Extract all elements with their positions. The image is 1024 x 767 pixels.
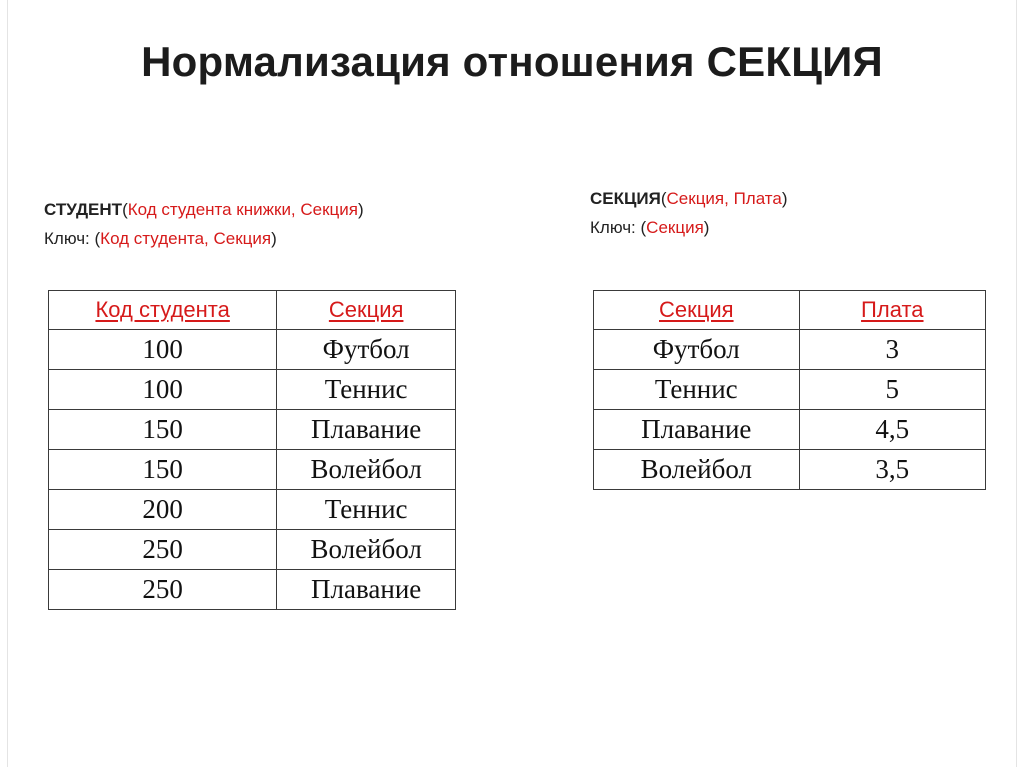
table-row: [49, 330, 456, 370]
student-section-cell: Волейбол: [277, 450, 456, 490]
section-fee-cell: 3: [799, 330, 985, 370]
table-row: [49, 570, 456, 610]
table-row: [594, 450, 986, 490]
section-header-fee: Плата: [799, 291, 985, 330]
student-code-cell: 150: [49, 450, 277, 490]
section-key-close: ): [703, 218, 710, 237]
student-code-cell: 200: [49, 490, 277, 530]
table-row: [49, 410, 456, 450]
student-key-close: ): [271, 229, 277, 248]
section-open-paren: (: [660, 189, 667, 208]
section-name-cell: Футбол: [594, 330, 800, 370]
table-row: [49, 490, 456, 530]
student-key-label: Ключ: (: [44, 229, 101, 248]
section-relation-name: СЕКЦИЯ: [590, 189, 661, 208]
section-fee-cell: 4,5: [799, 410, 985, 450]
section-key-label: Ключ: (: [590, 218, 647, 237]
section-schema: [590, 184, 788, 242]
student-code-cell: 150: [49, 410, 277, 450]
table-row: [594, 330, 986, 370]
slide-right-edge: [1016, 0, 1017, 767]
section-name-cell: Волейбол: [594, 450, 800, 490]
section-key-line: [590, 213, 788, 242]
student-section-cell: Плавание: [277, 410, 456, 450]
student-header-section: Секция: [277, 291, 456, 330]
student-key-line: [44, 224, 364, 253]
table-row: [49, 450, 456, 490]
student-code-cell: 100: [49, 330, 277, 370]
student-schema: [44, 195, 364, 253]
section-table: [593, 290, 986, 490]
student-close-paren: ): [358, 200, 364, 219]
student-schema-line: [44, 195, 364, 224]
student-code-cell: 250: [49, 570, 277, 610]
student-open-paren: (: [122, 200, 128, 219]
section-key-attributes: Секция: [646, 218, 704, 237]
student-section-cell: Волейбол: [277, 530, 456, 570]
student-section-cell: Теннис: [277, 370, 456, 410]
student-table: [48, 290, 456, 610]
slide-left-edge: [7, 0, 8, 767]
student-code-cell: 250: [49, 530, 277, 570]
student-header-code: Код студента: [49, 291, 277, 330]
section-header-section: Секция: [594, 291, 800, 330]
section-fee-cell: 3,5: [799, 450, 985, 490]
table-row: [49, 370, 456, 410]
student-code-cell: 100: [49, 370, 277, 410]
student-section-cell: Плавание: [277, 570, 456, 610]
table-row: [594, 370, 986, 410]
section-fee-cell: 5: [799, 370, 985, 410]
student-attributes: Код студента книжки, Секция: [127, 200, 358, 219]
student-section-cell: Футбол: [277, 330, 456, 370]
section-table-header-row: [594, 291, 986, 330]
page-title: Нормализация отношения СЕКЦИЯ: [141, 38, 883, 85]
section-attributes: Секция, Плата: [666, 189, 782, 208]
section-name-cell: Теннис: [594, 370, 800, 410]
table-row: [49, 530, 456, 570]
student-section-cell: Теннис: [277, 490, 456, 530]
student-key-attributes: Код студента, Секция: [100, 229, 272, 248]
student-relation-name: СТУДЕНТ: [44, 200, 123, 219]
table-row: [594, 410, 986, 450]
student-table-header-row: [49, 291, 456, 330]
section-close-paren: ): [781, 189, 788, 208]
section-name-cell: Плавание: [594, 410, 800, 450]
section-schema-line: [590, 184, 788, 213]
